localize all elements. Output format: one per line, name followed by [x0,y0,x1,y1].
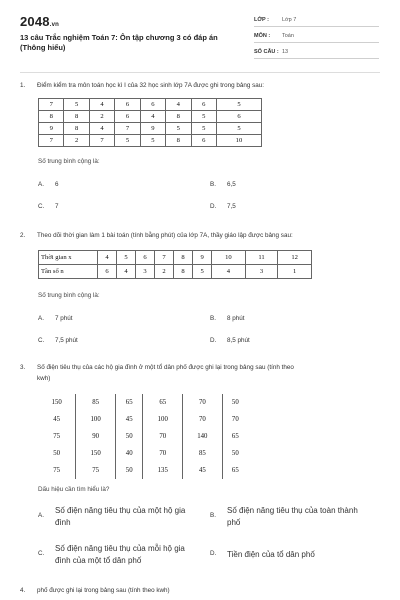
option-text: 8,5 phút [227,337,250,344]
table-cell: 6 [115,111,140,123]
table-cell: 11 [245,251,278,265]
table-row [39,135,262,147]
table-cell: 5 [191,123,216,135]
table-cell: 6 [136,251,155,265]
table-row [39,265,312,279]
table-cell: 6 [191,135,216,147]
table-cell: 4 [212,265,246,279]
table-cell: 45 [115,411,143,428]
table-cell: 50 [231,399,239,406]
option-a[interactable] [38,505,198,529]
table-cell: 9 [140,123,165,135]
question-text-line-2: kwh) [37,375,51,382]
question-number: 1. [20,82,26,89]
table-row [38,411,248,428]
table-cell: 10 [212,251,246,265]
table-cell: 85 [183,445,223,462]
table-cell: 45 [183,462,223,479]
table-cell: 8 [166,111,191,123]
table-cell: 65 [231,467,239,474]
table-cell: 40 [115,445,143,462]
table-cell: 5 [216,99,261,111]
option-text: Số điện năng tiêu thụ của mỗi hộ gia [55,544,185,553]
table-cell: 5 [166,123,191,135]
option-text-line-2: đình [55,518,71,527]
table-row [39,99,262,111]
option-text: Số điện năng tiêu thụ của một hộ gia [55,506,186,515]
table-cell: 6 [216,111,261,123]
table-cell: 2 [89,111,114,123]
question-text: Điểm kiểm tra môn toán học kì I của 32 học sinh lớp 7A được ghi trong bảng sau: [37,82,265,89]
table-cell: 70 [143,428,183,445]
table-cell: 7 [39,135,64,147]
option-letter: A. [38,512,44,519]
table-cell: 50 [38,445,76,462]
table-cell: 5 [140,135,165,147]
option-a[interactable] [38,181,59,188]
table-cell: 4 [140,111,165,123]
option-letter: C. [38,337,45,344]
table-cell: 6 [98,265,117,279]
option-letter: D. [210,203,217,210]
option-d[interactable] [210,203,236,210]
table-cell: 5 [191,111,216,123]
option-b[interactable] [210,505,385,529]
table-cell: 1 [278,265,312,279]
question-text: phố được ghi lại trong bảng sau (tính theo kwh) [37,587,170,594]
table-cell: 3 [245,265,278,279]
table-cell: 8 [174,251,193,265]
row-header: Thời gian x [39,251,98,265]
table-cell: 8 [64,123,89,135]
option-letter: A. [38,181,44,188]
option-text: 6,5 [227,181,236,188]
option-letter: B. [210,181,216,188]
option-text: 7 phút [55,315,73,322]
option-text: 7 [55,203,59,210]
table-row [38,394,248,411]
option-c[interactable] [38,203,59,210]
table-cell: 6 [115,99,140,111]
option-text: 7,5 [227,203,236,210]
option-text: 6 [55,181,59,188]
page-title: 13 câu Trắc nghiệm Toán 7: Ôn tập chương 3 có đáp án (Thông hiểu) [20,33,218,52]
meta-row-class [254,14,379,27]
divider [20,72,380,73]
meta-value: Lớp 7 [282,17,297,23]
option-letter: C. [38,550,45,557]
table-cell: 8 [166,135,191,147]
table-cell: 7 [115,123,140,135]
table-cell: 90 [76,428,116,445]
question-prompt: Số trung bình cộng là: [38,292,100,299]
table-cell: 100 [143,411,183,428]
meta-value: 13 [282,49,289,55]
option-c[interactable] [38,543,203,567]
option-d[interactable] [210,549,385,561]
table-cell: 9 [193,251,212,265]
option-text-line-2: đình của một tổ dân phố [55,556,142,565]
table-cell: 50 [115,462,143,479]
table-row [38,462,248,479]
table-cell: 135 [143,462,183,479]
table-cell: 70 [183,394,223,411]
option-b[interactable] [210,315,245,322]
option-text: 8 phút [227,315,245,322]
table-row [39,111,262,123]
table-cell: 50 [115,428,143,445]
table-cell: 3 [136,265,155,279]
table-cell: 10 [216,135,261,147]
table-cell: 100 [76,411,116,428]
table-cell: 150 [38,394,76,411]
option-d[interactable] [210,337,250,344]
table-cell: 5 [117,251,136,265]
question-number: 3. [20,364,26,371]
option-letter: D. [210,337,217,344]
option-c[interactable] [38,337,78,344]
table-cell: 150 [76,445,116,462]
option-text: 7,5 phút [55,337,78,344]
question-number: 4. [20,587,26,594]
meta-key: SỐ CÂU : [254,49,279,55]
option-text: Tiền điện của tổ dân phố [227,550,315,559]
question-prompt: Số trung bình cộng là: [38,158,100,165]
table-cell: 7 [155,251,174,265]
table-cell: 4 [89,99,114,111]
option-letter: C. [38,203,45,210]
question-text: Số điện tiêu thụ của các hộ gia đình ở một tổ dân phố được ghi lại trong bảng sau (tính theo [37,364,294,371]
table-cell: 8 [174,265,193,279]
option-b[interactable] [210,181,236,188]
meta-row-count [254,46,379,59]
time-frequency-table [38,250,312,279]
option-letter: B. [210,315,216,322]
table-cell: 12 [278,251,312,265]
meta-value: Toán [282,33,294,39]
table-row [38,428,248,445]
table-cell: 2 [64,135,89,147]
table-cell: 75 [38,428,76,445]
table-cell: 70 [143,445,183,462]
scores-table [38,98,262,147]
table-cell: 5 [115,135,140,147]
option-a[interactable] [38,315,73,322]
table-cell: 70 [231,416,239,423]
question-prompt: Dấu hiệu cần tìm hiểu là? [38,486,110,493]
table-cell: 50 [231,450,239,457]
row-header: Tần số n [39,265,98,279]
table-cell: 6 [191,99,216,111]
site-logo[interactable]: 2048.vn [20,14,60,29]
meta-box [254,14,379,62]
option-text-line-2: phố [227,518,241,527]
table-cell: 65 [143,394,183,411]
table-cell: 2 [155,265,174,279]
option-letter: D. [210,550,217,557]
table-cell: 70 [183,411,223,428]
table-cell: 8 [39,111,64,123]
table-cell: 5 [216,123,261,135]
table-cell: 75 [76,462,116,479]
table-cell: 4 [98,251,117,265]
meta-row-subject [254,30,379,43]
table-cell: 75 [38,462,76,479]
table-cell: 45 [38,411,76,428]
option-text: Số điện năng tiêu thụ của toàn thành [227,506,358,515]
table-cell: 6 [140,99,165,111]
table-cell: 65 [115,394,143,411]
table-cell: 4 [117,265,136,279]
table-cell: 8 [64,111,89,123]
table-cell: 5 [193,265,212,279]
question-text: Theo dõi thời gian làm 1 bài toán (tính bằng phút) của lớp 7A, thầy giáo lập được bảng sau: [37,232,293,239]
table-cell: 7 [89,135,114,147]
electricity-table [38,394,248,479]
table-cell: 140 [183,428,223,445]
table-cell: 4 [89,123,114,135]
table-row [38,445,248,462]
table-cell: 4 [166,99,191,111]
table-cell: 7 [39,99,64,111]
table-cell: 65 [231,433,239,440]
table-cell: 9 [39,123,64,135]
table-row [39,251,312,265]
option-letter: B. [210,512,216,519]
table-cell: 85 [76,394,116,411]
meta-key: MÔN : [254,33,271,39]
meta-key: LỚP : [254,17,269,23]
question-number: 2. [20,232,26,239]
table-row [39,123,262,135]
table-cell: 5 [64,99,89,111]
option-letter: A. [38,315,44,322]
